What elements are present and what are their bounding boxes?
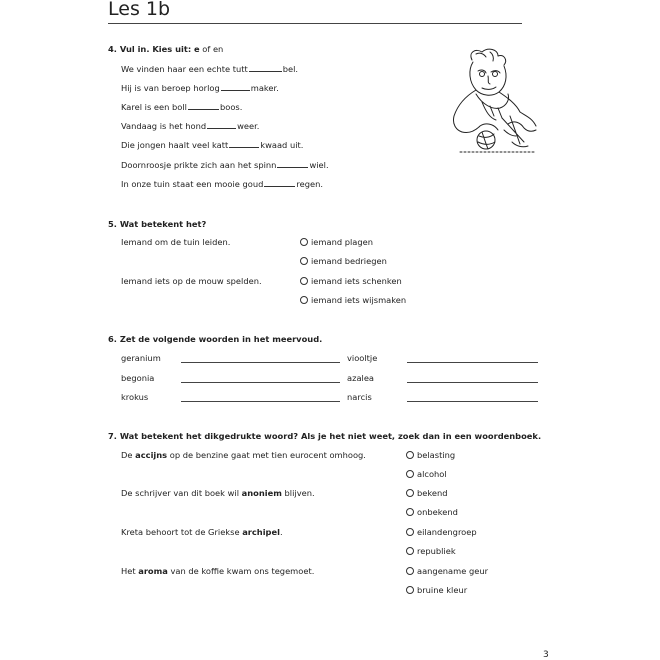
exercise-4-sentence [121, 160, 329, 170]
radio-button[interactable] [406, 567, 414, 575]
option-label: aangename geur [417, 566, 489, 576]
title-rule [108, 23, 522, 24]
fill-in-blank[interactable] [221, 83, 250, 91]
sentence-start: Doornroosje prikte zich aan het spinn [121, 160, 277, 170]
exercise-4-choice-sep: of [199, 44, 213, 54]
option-label: iemand bedriegen [311, 256, 387, 266]
exercise-4-sentence [121, 64, 298, 74]
radio-button[interactable] [300, 296, 308, 304]
exercise-4-sentence [121, 83, 279, 93]
plural-word: geranium [121, 353, 161, 363]
exercise-4-sentence [121, 102, 242, 112]
fill-in-blank[interactable] [249, 64, 282, 72]
sentence-end: bel. [282, 64, 299, 74]
answer-option[interactable] [406, 546, 456, 556]
exercise-4-heading [108, 44, 223, 54]
exercise-4-choice-a: e [194, 44, 200, 54]
exercise-7-sentence [121, 488, 315, 498]
exercise-7-sentence [121, 527, 283, 537]
option-label: iemand iets wijsmaken [311, 295, 407, 305]
answer-option[interactable] [300, 256, 387, 266]
option-label: iemand iets schenken [311, 276, 402, 286]
exercise-4-sentence [121, 140, 303, 150]
answer-option[interactable] [406, 585, 467, 595]
answer-option[interactable] [300, 237, 373, 247]
answer-option[interactable] [406, 450, 455, 460]
sentence-start: We vinden haar een echte tutt [121, 64, 248, 74]
bold-word: accijns [135, 450, 168, 460]
sentence-start: Hij is van beroep horlog [121, 83, 220, 93]
answer-line[interactable] [407, 382, 538, 383]
answer-option[interactable] [406, 507, 458, 517]
answer-option[interactable] [406, 566, 488, 576]
radio-button[interactable] [406, 547, 414, 555]
answer-line[interactable] [407, 362, 538, 363]
fill-in-blank[interactable] [188, 102, 219, 110]
option-label: alcohol [417, 469, 447, 479]
plural-word: azalea [347, 373, 375, 383]
fill-in-blank[interactable] [207, 121, 236, 129]
sentence-end: boos. [219, 102, 243, 112]
sentence-start: Die jongen haalt veel katt [121, 140, 229, 150]
radio-button[interactable] [300, 257, 308, 265]
answer-line[interactable] [181, 401, 340, 402]
sentence-start: De [121, 450, 136, 460]
radio-button[interactable] [406, 528, 414, 536]
option-label: onbekend [417, 507, 458, 517]
sentence-end: weer. [237, 121, 260, 131]
sentence-end: blijven. [281, 488, 315, 498]
sentence-end: wiel. [309, 160, 329, 170]
plural-word: viooltje [347, 353, 378, 363]
answer-option[interactable] [300, 276, 402, 286]
sentence-end: regen. [296, 179, 323, 189]
option-label: eilandengroep [417, 527, 477, 537]
option-label: bruine kleur [417, 585, 468, 595]
exercise-6-heading: 6. Zet de volgende woorden in het meervoud. [108, 334, 323, 344]
exercise-7-heading: 7. Wat betekent het dikgedrukte woord? Als je het niet weet, zoek dan in een woordenboek. [108, 431, 542, 441]
page-number: 3 [543, 650, 549, 660]
exercise-5-prompt: Iemand om de tuin leiden. [121, 237, 231, 247]
answer-option[interactable] [300, 295, 406, 305]
sentence-start: De schrijver van dit boek wil [121, 488, 242, 498]
sentence-start: Vandaag is het hond [121, 121, 207, 131]
answer-line[interactable] [407, 401, 538, 402]
option-label: republiek [417, 546, 456, 556]
exercise-4-sentence [121, 179, 323, 189]
sentence-start: In onze tuin staat een mooie goud [121, 179, 264, 189]
answer-option[interactable] [406, 488, 448, 498]
sentence-end: van de koffie kwam ons tegemoet. [167, 566, 315, 576]
radio-button[interactable] [406, 586, 414, 594]
exercise-7-sentence [121, 450, 366, 460]
answer-line[interactable] [181, 382, 340, 383]
radio-button[interactable] [300, 238, 308, 246]
exercise-4-sentence [121, 121, 259, 131]
sentence-start: Karel is een boll [121, 102, 187, 112]
sentence-start: Het [121, 566, 139, 576]
exercise-5-heading: 5. Wat betekent het? [108, 219, 207, 229]
plural-word: narcis [347, 392, 372, 402]
page-title: Les 1b [108, 0, 171, 20]
answer-option[interactable] [406, 469, 447, 479]
exercise-5-prompt: Iemand iets op de mouw spelden. [121, 276, 262, 286]
sentence-start: Kreta behoort tot de Griekse [121, 527, 243, 537]
old-woman-cartoon-icon [446, 46, 540, 156]
sentence-end: kwaad uit. [260, 140, 304, 150]
option-label: bekend [417, 488, 448, 498]
option-label: iemand plagen [311, 237, 374, 247]
answer-line[interactable] [181, 362, 340, 363]
plural-word: krokus [121, 392, 149, 402]
radio-button[interactable] [406, 451, 414, 459]
fill-in-blank[interactable] [264, 179, 295, 187]
bold-word: archipel [242, 527, 280, 537]
exercise-4-heading-prefix: 4. Vul in. Kies uit: [108, 44, 195, 54]
radio-button[interactable] [406, 489, 414, 497]
bold-word: anoniem [241, 488, 282, 498]
option-label: belasting [417, 450, 456, 460]
answer-option[interactable] [406, 527, 477, 537]
radio-button[interactable] [406, 470, 414, 478]
radio-button[interactable] [406, 508, 414, 516]
sentence-end: op de benzine gaat met tien eurocent omhoog. [167, 450, 366, 460]
plural-word: begonia [121, 373, 155, 383]
exercise-4-choice-b: en [212, 44, 224, 54]
sentence-end: . [279, 527, 283, 537]
radio-button[interactable] [300, 277, 308, 285]
fill-in-blank[interactable] [229, 140, 259, 148]
exercise-7-sentence [121, 566, 314, 576]
fill-in-blank[interactable] [277, 160, 308, 168]
sentence-end: maker. [250, 83, 279, 93]
bold-word: aroma [138, 566, 168, 576]
